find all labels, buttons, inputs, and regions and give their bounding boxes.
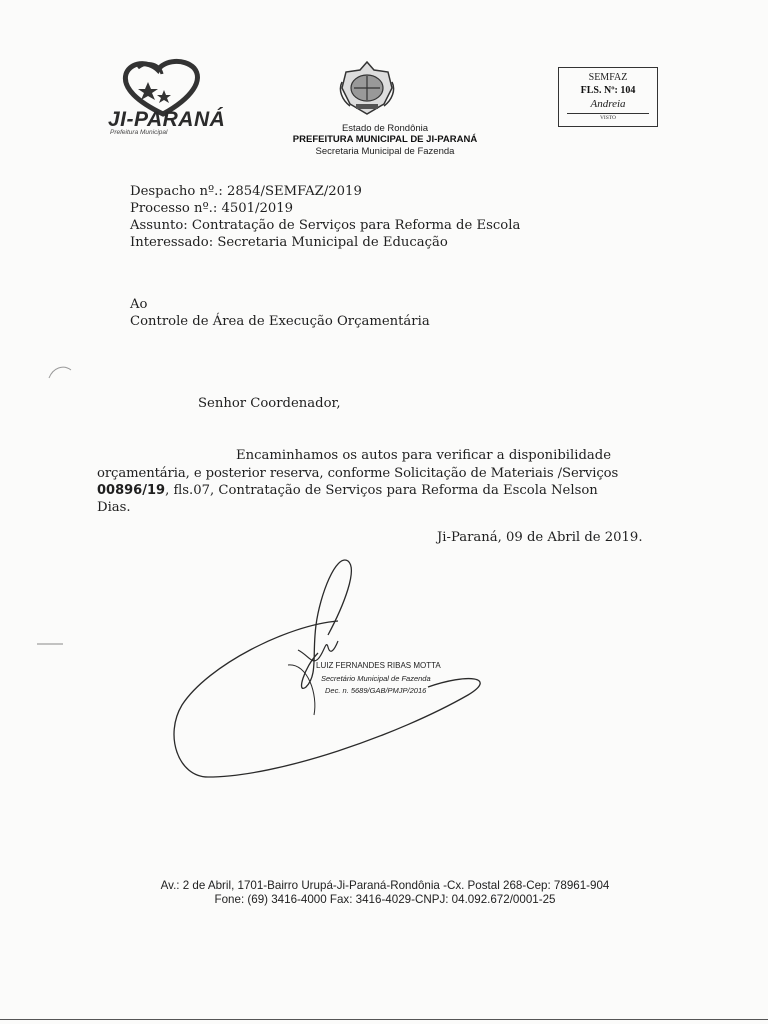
coat-of-arms-icon: [336, 60, 398, 116]
header-department: Secretaria Municipal de Fazenda: [315, 146, 455, 157]
footer-contact: Fone: (69) 3416-4000 Fax: 3416-4029-CNPJ: 04.092.672/0001-25: [214, 893, 556, 906]
body-line-2: orçamentária, e posterior reserva, conforme Solicitação de Materiais /Serviços: [97, 466, 619, 481]
header-state: Estado de Rondônia: [341, 123, 429, 134]
addressee-prefix: Ao: [130, 297, 148, 312]
greeting: Senhor Coordenador,: [198, 396, 341, 411]
header-city-hall: PREFEITURA MUNICIPAL DE JI-PARANÁ: [292, 134, 478, 145]
logo-wordmark: JI-PARANÁ: [108, 108, 226, 131]
footer-address: Av.: 2 de Abril, 1701-Bairro Urupá-Ji-Paraná-Rondônia -Cx. Postal 268-Cep: 78961-904: [160, 879, 610, 892]
stamp-initials: Andreia: [590, 98, 626, 110]
body-line-3: [97, 483, 598, 498]
signatory-decree: Dec. n. 5689/GAB/PMJP/2016: [325, 686, 427, 695]
stamp-caption: VISTO: [599, 115, 617, 121]
scan-artifact-dash: [35, 640, 65, 648]
signatory-role: Secretário Municipal de Fazenda: [321, 674, 431, 683]
date-line: Ji-Paraná, 09 de Abril de 2019.: [437, 530, 643, 545]
stamp-org: SEMFAZ: [588, 72, 628, 83]
stamp-rule: [567, 113, 649, 114]
request-number: 00896/19: [97, 483, 166, 498]
page-stamp: [558, 67, 658, 127]
body-line-4: Dias.: [97, 500, 131, 515]
page-bottom-edge: [0, 1019, 768, 1020]
handwritten-signature: [168, 555, 488, 785]
processo-number: Processo nº.: 4501/2019: [130, 201, 294, 216]
scan-artifact-mark: [45, 362, 73, 382]
interested-party: Interessado: Secretaria Municipal de Educação: [130, 235, 448, 250]
signatory-name: LUIZ FERNANDES RIBAS MOTTA: [316, 661, 441, 670]
stamp-page-number: FLS. Nº: 104: [580, 85, 636, 96]
logo-subtitle: Prefeitura Municipal: [110, 129, 168, 136]
body-line-1: Encaminhamos os autos para verificar a disponibilidade: [236, 448, 611, 463]
despacho-number: Despacho nº.: 2854/SEMFAZ/2019: [130, 184, 362, 199]
subject-line: Assunto: Contratação de Serviços para Reforma de Escola: [130, 218, 521, 233]
addressee-name: Controle de Área de Execução Orçamentária: [130, 314, 430, 329]
body-line-3-rest: , fls.07, Contratação de Serviços para Reforma da Escola Nelson: [165, 483, 598, 498]
